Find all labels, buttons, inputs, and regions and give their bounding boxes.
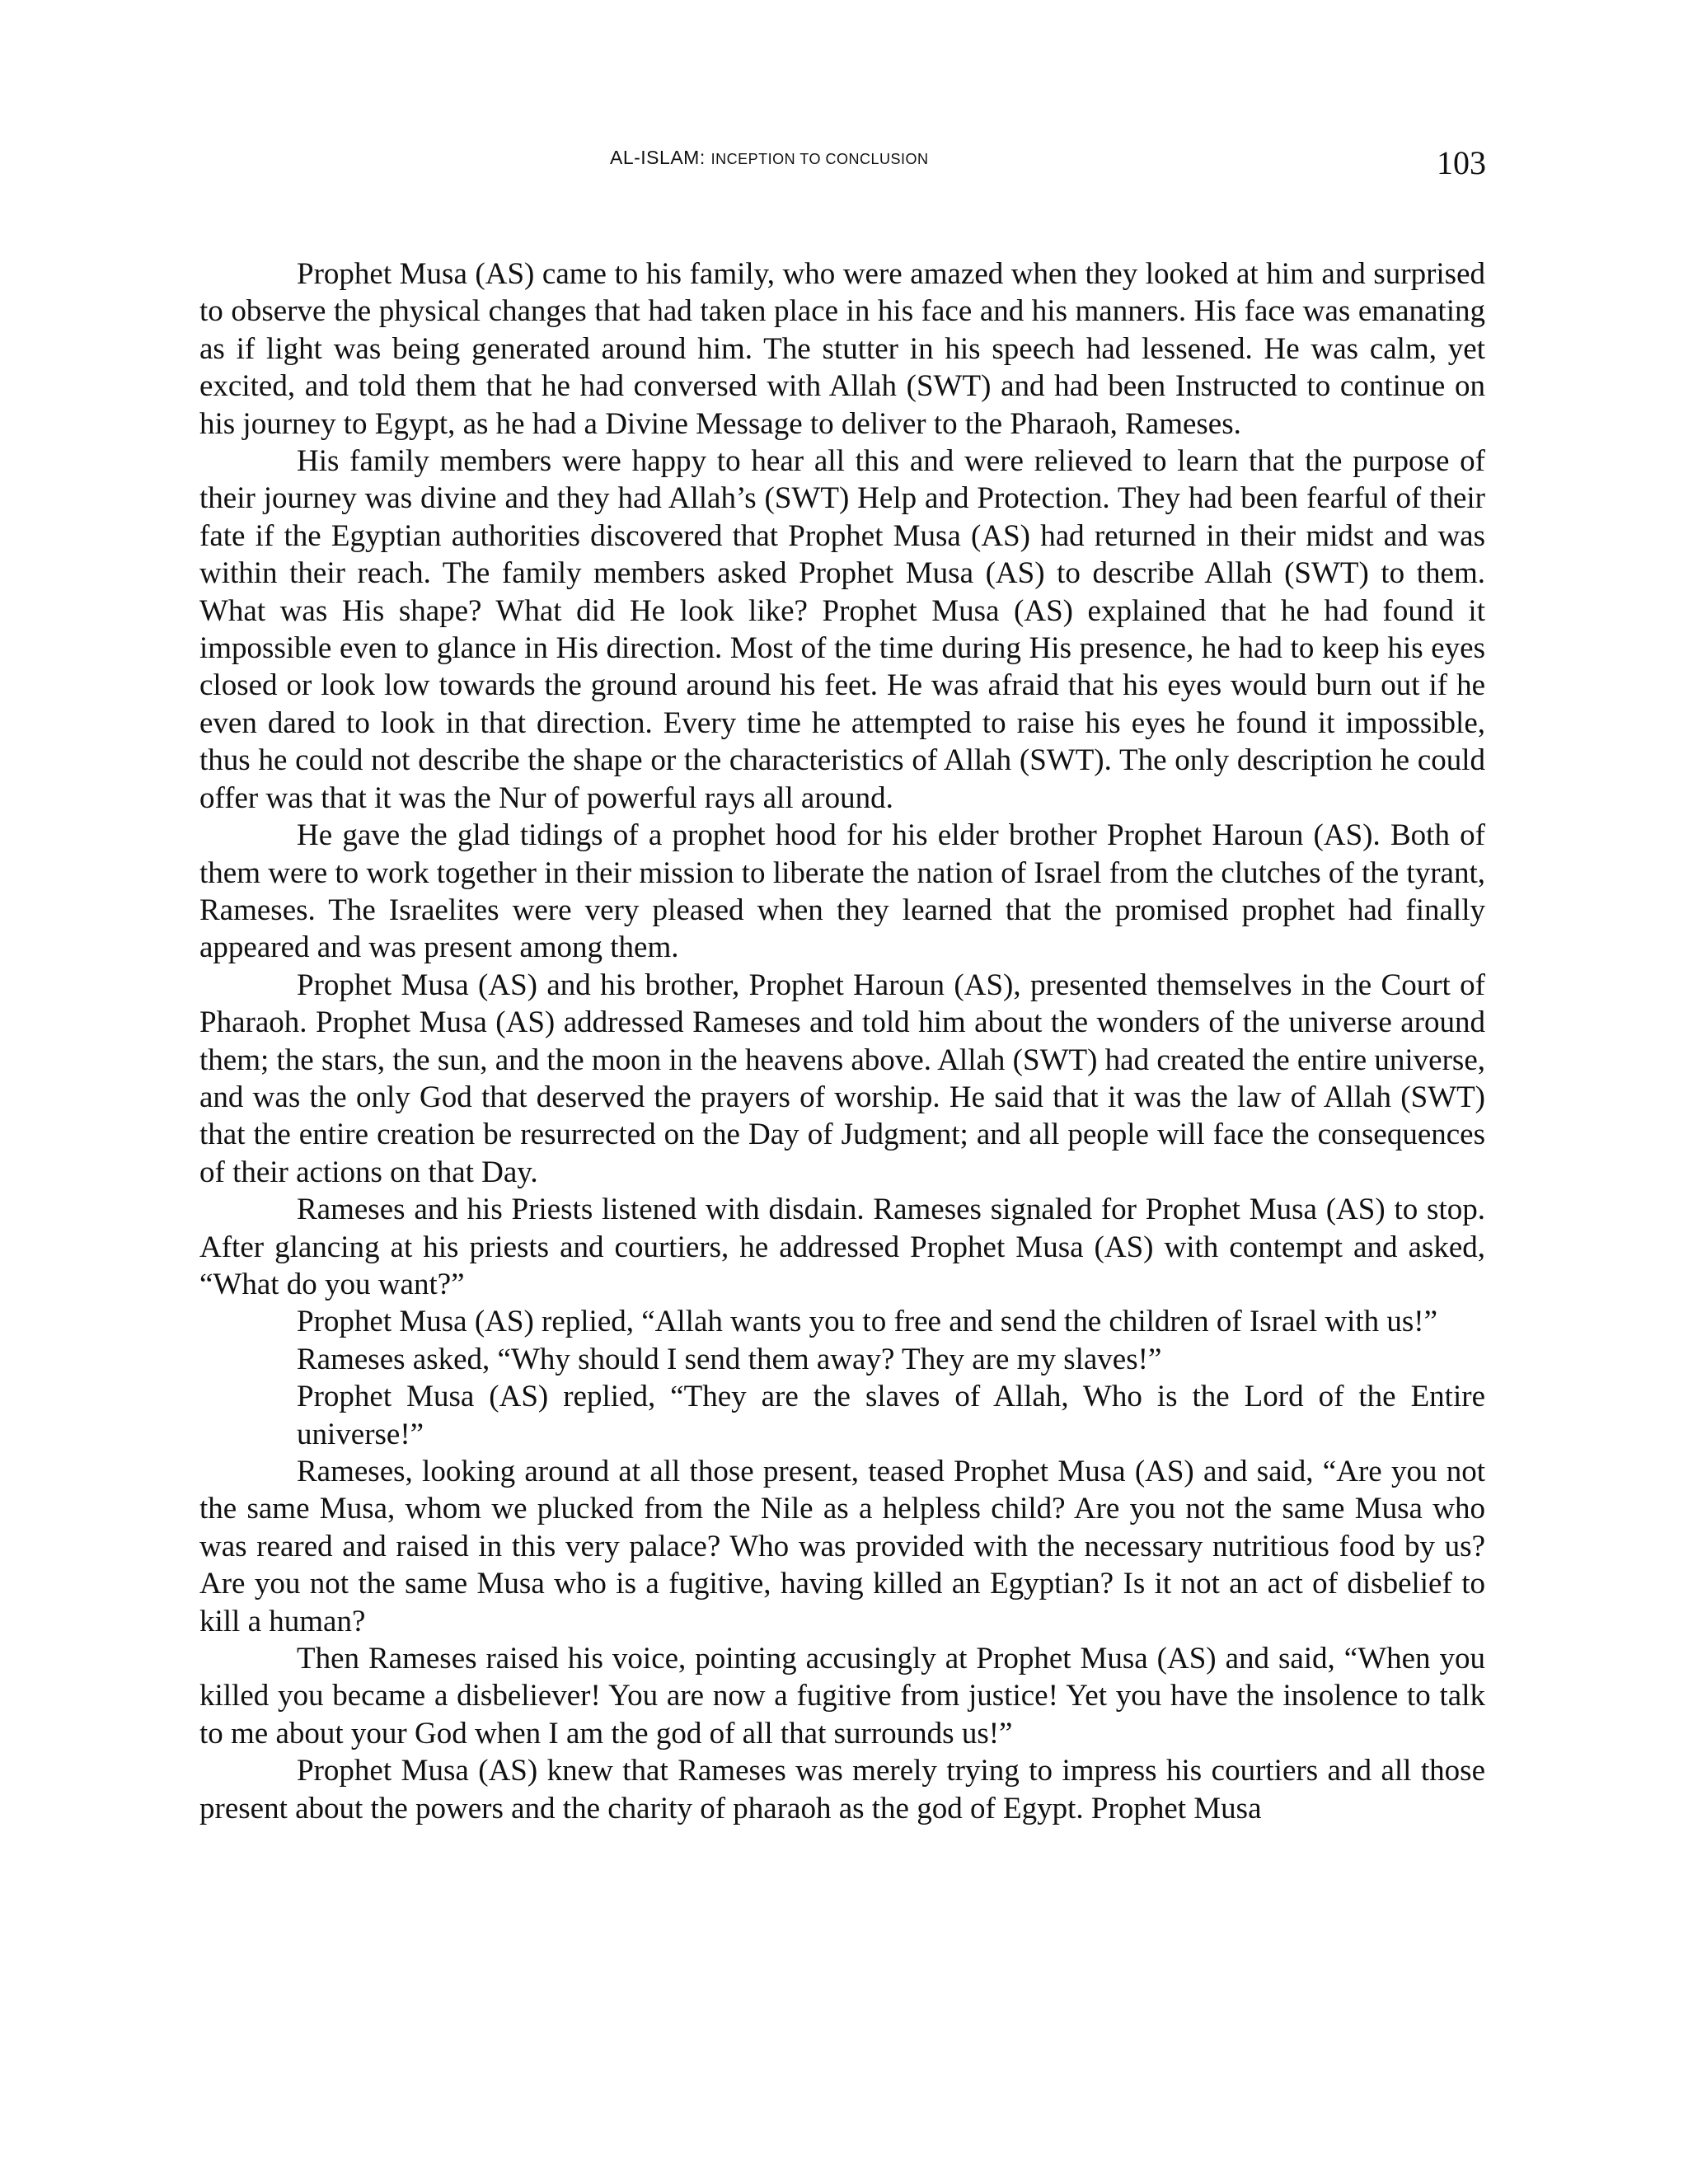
paragraph: Rameses, looking around at all those present, teased Prophet Musa (AS) and said, “Are you not the same Musa, whom we plucked from the Nile as a helpless child? Are you not the same Musa who was reared and raised in this very palace? Who was provided with the necessary nutritious food by us? Are you not the same Musa who is a fugitive, having killed an Egyptian? Is it not an act of disbelief to kill a human?: [199, 1455, 1485, 1638]
paragraph: Prophet Musa (AS) came to his family, who were amazed when they looked at him and surprised to observe the physical changes that had taken place in his face and his manners. His face was emanating as if light was being generated around him. The stutter in his speech had lessened. He was calm, yet excited, and told them that he had conversed with Allah (SWT) and had been Instructed to continue on his journey to Egypt, as he had a Divine Message to deliver to the Pharaoh, Rameses.: [199, 257, 1485, 441]
running-head-lead: AL-ISLAM:: [610, 147, 711, 168]
page-number: 103: [1437, 144, 1486, 181]
dialog-line: Rameses asked, “Why should I send them away? They are my slaves!”: [297, 1342, 1162, 1376]
dialog-line: Prophet Musa (AS) replied, “Allah wants you to free and send the children of Israel with us!”: [297, 1305, 1438, 1339]
dialog-line: Prophet Musa (AS) replied, “They are the slaves of Allah, Who is the Lord of the Entire universe!”: [297, 1380, 1485, 1451]
paragraph: Then Rameses raised his voice, pointing accusingly at Prophet Musa (AS) and said, “When you killed you became a disbeliever! You are now a fugitive from justice! Yet you have the insolence to talk to me about your God when I am the god of all that surrounds us!”: [199, 1642, 1485, 1750]
paragraph: Rameses and his Priests listened with disdain. Rameses signaled for Prophet Musa (AS) to stop. After glancing at his priests and courtiers, he addressed Prophet Musa (AS) with contempt and asked, “What do you want?”: [199, 1193, 1485, 1301]
paragraph: Prophet Musa (AS) and his brother, Prophet Haroun (AS), presented themselves in the Court of Pharaoh. Prophet Musa (AS) addressed Rameses and told him about the wonders of the universe around them; the stars, the sun, and the moon in the heavens above. Allah (SWT) had created the entire universe, and was the only God that deserved the prayers of worship. He said that it was the law of Allah (SWT) that the entire creation be resurrected on the Day of Judgment; and all people will face the consequences of their actions on that Day.: [199, 968, 1485, 1189]
paragraph: He gave the glad tidings of a prophet hood for his elder brother Prophet Haroun (AS). Both of them were to work together in their mission to liberate the nation of Israel from the clutches of the tyrant, Rameses. The Israelites were very pleased when they learned that the promised prophet had finally appeared and was present among them.: [199, 818, 1485, 965]
paragraph: Prophet Musa (AS) knew that Rameses was merely trying to impress his courtiers and all those present about the powers and the charity of pharaoh as the god of Egypt. Prophet Musa: [199, 1754, 1485, 1825]
page-body: [199, 255, 1485, 1827]
running-head-subtitle: INCEPTION TO CONCLUSION: [710, 151, 929, 167]
running-head: [610, 147, 928, 169]
paragraph: His family members were happy to hear all this and were relieved to learn that the purpose of their journey was divine and they had Allah’s (SWT) Help and Protection. They had been fearful of their fate if the Egyptian authorities discovered that Prophet Musa (AS) had returned in their midst and was within their reach. The family members asked Prophet Musa (AS) to describe Allah (SWT) to them. What was His shape? What did He look like? Prophet Musa (AS) explained that he had found it impossible even to glance in His direction. Most of the time during His presence, he had to keep his eyes closed or look low towards the ground around his feet. He was afraid that his eyes would burn out if he even dared to look in that direction. Every time he attempted to raise his eyes he found it impossible, thus he could not describe the shape or the characteristics of Allah (SWT). The only description he could offer was that it was the Nur of powerful rays all around.: [199, 444, 1485, 815]
